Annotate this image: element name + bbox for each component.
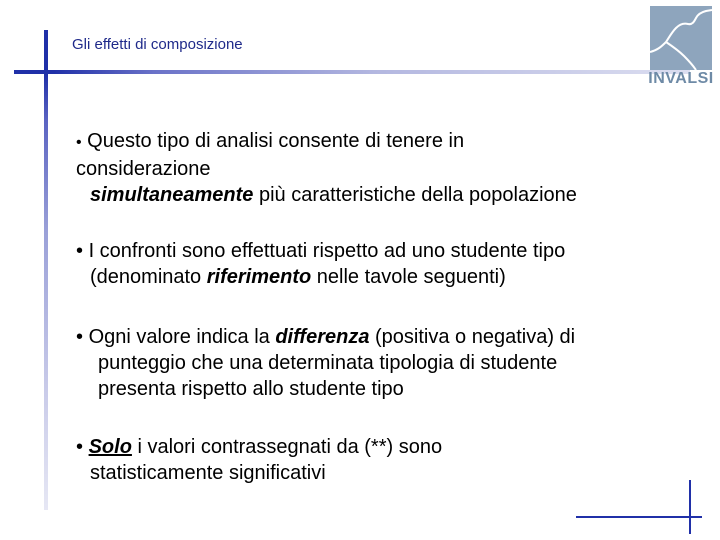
emphasis-text: differenza — [275, 326, 370, 348]
bullet-item — [76, 324, 696, 402]
bullet-line: punteggio che una determinata tipologia di studente — [98, 352, 558, 374]
bullet-text: i valori contrassegnati da (**) sono — [131, 436, 443, 458]
bullet-line — [76, 238, 696, 264]
bullet-line — [76, 434, 696, 460]
bullet-text: (positiva o negativa) di — [369, 326, 576, 348]
bullet-line: considerazione — [76, 158, 211, 180]
bullet-marker: • — [76, 240, 84, 262]
bullet-line — [76, 324, 696, 350]
emphasis-text: Solo — [88, 436, 132, 458]
bullet-marker: • — [76, 326, 84, 348]
bullet-text: (denominato — [90, 266, 207, 288]
bullet-line — [76, 182, 696, 208]
corner-horizontal-rule — [576, 516, 702, 518]
bullet-line: presenta rispetto allo studente tipo — [98, 378, 404, 400]
emphasis-text: simultaneamente — [90, 184, 254, 206]
bullet-text: più caratteristiche della popolazione — [253, 184, 577, 206]
left-vertical-rule — [44, 30, 48, 510]
bullet-item — [76, 128, 696, 208]
invalsi-logo-mark — [650, 6, 712, 70]
corner-vertical-rule — [689, 480, 691, 534]
bullet-line: statisticamente significativi — [90, 462, 326, 484]
bullet-list — [76, 128, 696, 518]
bullet-text: Ogni valore indica la — [83, 326, 276, 348]
bullet-item — [76, 434, 696, 486]
slide-title: Gli effetti di composizione — [72, 36, 243, 53]
top-horizontal-rule — [14, 70, 690, 74]
bullet-text: nelle tavole seguenti) — [311, 266, 506, 288]
invalsi-logo-text: INVALSI — [648, 70, 714, 87]
invalsi-logo — [648, 6, 714, 92]
bullet-item — [76, 238, 696, 290]
bullet-marker: • — [76, 134, 82, 151]
bullet-marker: • — [76, 436, 84, 458]
emphasis-text: riferimento — [206, 266, 312, 288]
bullet-text: Questo tipo di analisi consente di tenere in — [81, 130, 465, 152]
bullet-line — [76, 264, 696, 290]
bullet-text: I confronti sono effettuati rispetto ad uno studente tipo — [83, 240, 566, 262]
bullet-line — [76, 128, 696, 156]
